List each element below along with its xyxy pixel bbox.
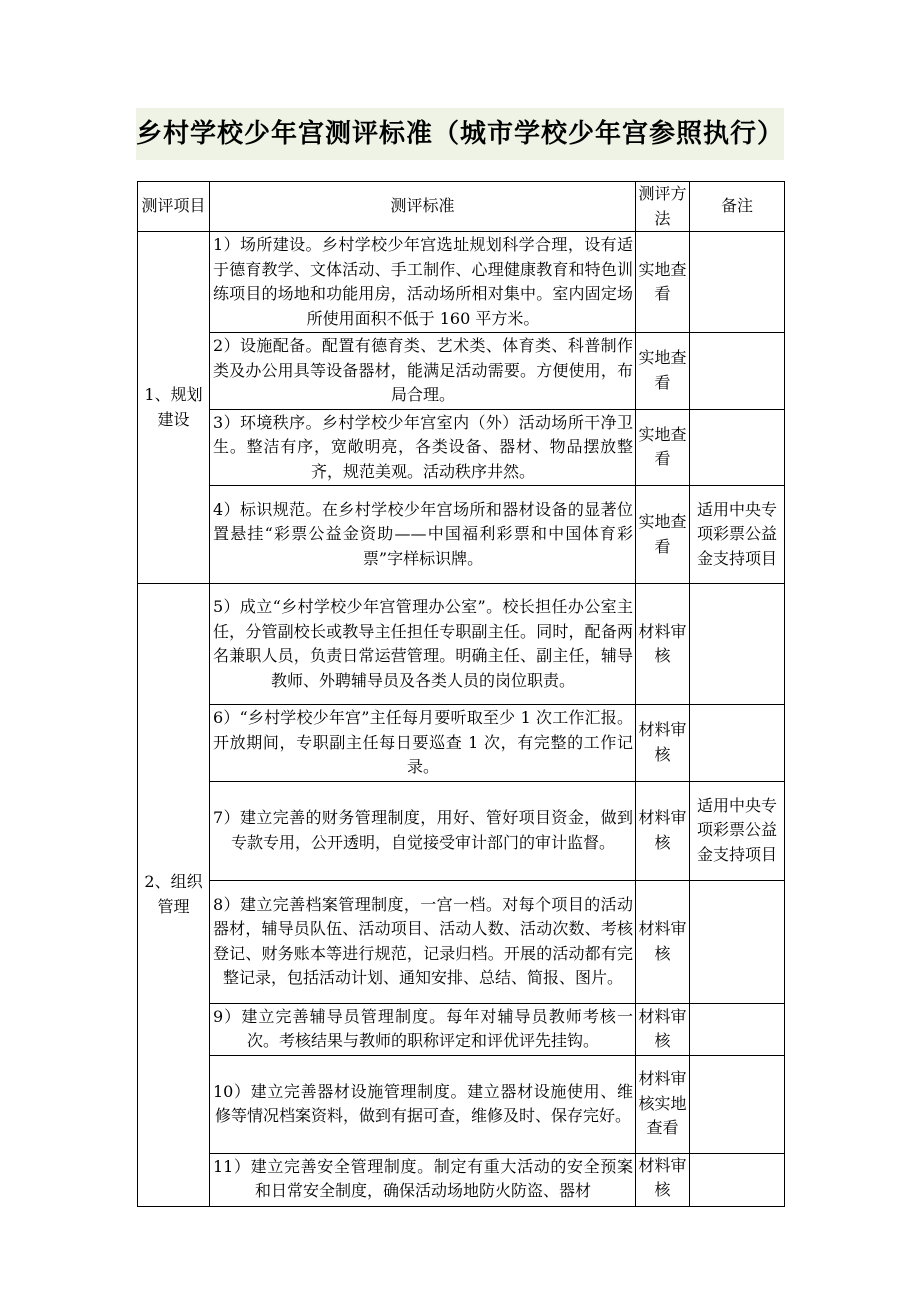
table-row [138, 333, 785, 410]
standard-cell: 9）建立完善辅导员管理制度。每年对辅导员教师考核一次。考核结果与教师的职称评定和评优评先挂钩。 [210, 1003, 636, 1055]
category-planning: 1、规划建设 [138, 232, 210, 584]
header-note: 备注 [690, 182, 785, 232]
note-cell [690, 584, 785, 705]
table-header-row [138, 182, 785, 232]
method-cell: 材料审核实地查看 [636, 1055, 690, 1153]
table-row [138, 1055, 785, 1153]
method-cell: 材料审核 [636, 880, 690, 1003]
method-cell: 实地查看 [636, 409, 690, 486]
note-cell: 适用中央专项彩票公益金支持项目 [690, 781, 785, 880]
standard-cell: 6）“乡村学校少年宫”主任每月要听取至少 1 次工作汇报。开放期间，专职副主任每日要巡查 1 次，有完整的工作记录。 [210, 705, 636, 782]
table-row [138, 1153, 785, 1206]
note-cell [690, 232, 785, 333]
table-row [138, 880, 785, 1003]
note-cell [690, 880, 785, 1003]
standard-text: 11）建立完善安全管理制度。制定有重大活动的安全预案和日常安全制度，确保活动场地防火防盗、器材 [213, 1156, 633, 1200]
evaluation-table [137, 181, 785, 1207]
table-row [138, 1003, 785, 1055]
note-cell [690, 1055, 785, 1153]
note-cell [690, 705, 785, 782]
note-cell [690, 1153, 785, 1206]
standard-cell: 3）环境秩序。乡村学校少年宫室内（外）活动场所干净卫生。整洁有序，宽敞明亮，各类设备、器材、物品摆放整齐，规范美观。活动秩序井然。 [210, 409, 636, 486]
method-text: 材料审核 [638, 1155, 687, 1199]
table-row [138, 705, 785, 782]
note-cell: 适用中央专项彩票公益金支持项目 [690, 486, 785, 584]
standard-cell: 4）标识规范。在乡村学校少年宫场所和器材设备的显著位置悬挂“彩票公益金资助——中国福利彩票和中国体育彩票”字样标识牌。 [210, 486, 636, 584]
document-title: 乡村学校少年宫测评标准（城市学校少年宫参照执行） [136, 119, 785, 149]
category-management: 2、组织管理 [138, 584, 210, 1207]
method-cell [636, 1153, 690, 1206]
method-cell: 实地查看 [636, 486, 690, 584]
table-row [138, 486, 785, 584]
method-cell: 材料审核 [636, 705, 690, 782]
note-cell [690, 333, 785, 410]
method-cell: 材料审核 [636, 584, 690, 705]
header-standard: 测评标准 [210, 182, 636, 232]
table-row [138, 584, 785, 705]
standard-cell [210, 1153, 636, 1206]
method-cell: 实地查看 [636, 232, 690, 333]
header-method: 测评方法 [636, 182, 690, 232]
standard-cell: 1）场所建设。乡村学校少年宫选址规划科学合理，设有适于德育教学、文体活动、手工制作、心理健康教育和特色训练项目的场地和功能用房，活动场所相对集中。室内固定场所使用面积不低于 160 平方米。 [210, 232, 636, 333]
note-cell [690, 1003, 785, 1055]
standard-cell: 5）成立“乡村学校少年宫管理办公室”。校长担任办公室主任，分管副校长或教导主任担任专职副主任。同时，配备两名兼职人员，负责日常运营管理。明确主任、副主任，辅导教师、外聘辅导员及各类人员的岗位职责。 [210, 584, 636, 705]
standard-cell: 8）建立完善档案管理制度，一宫一档。对每个项目的活动器材，辅导员队伍、活动项目、活动人数、活动次数、考核登记、财务账本等进行规范，记录归档。开展的活动都有完整记录，包括活动计划、通知安排、总结、简报、图片。 [210, 880, 636, 1003]
standard-cell: 10）建立完善器材设施管理制度。建立器材设施使用、维修等情况档案资料，做到有据可查，维修及时、保存完好。 [210, 1055, 636, 1153]
header-item: 测评项目 [138, 182, 210, 232]
table-row [138, 409, 785, 486]
method-cell: 材料审核 [636, 1003, 690, 1055]
standard-cell: 2）设施配备。配置有德育类、艺术类、体育类、科普制作类及办公用具等设备器材，能满足活动需要。方便使用，布局合理。 [210, 333, 636, 410]
table-row [138, 781, 785, 880]
standard-cell: 7）建立完善的财务管理制度，用好、管好项目资金，做到专款专用，公开透明，自觉接受审计部门的审计监督。 [210, 781, 636, 880]
method-cell: 材料审核 [636, 781, 690, 880]
table-row [138, 232, 785, 333]
method-cell: 实地查看 [636, 333, 690, 410]
note-cell [690, 409, 785, 486]
